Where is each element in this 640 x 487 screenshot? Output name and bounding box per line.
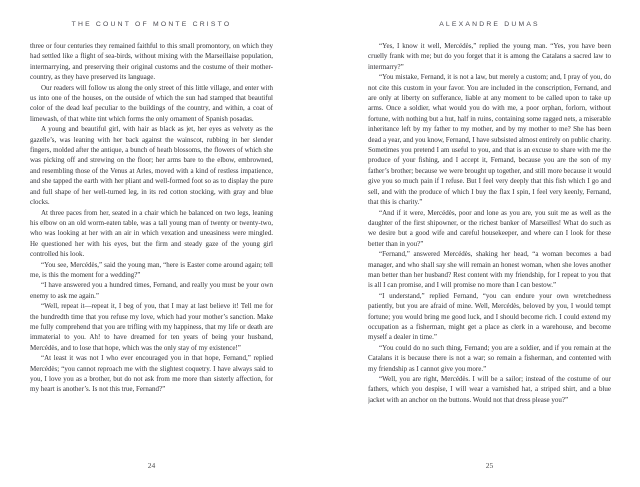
paragraph: “Well, you are right, Mercédès. I will be a sailor; instead of the costume of our fathers, which you despise, I will wear a varnished hat, a striped shirt, and a blue jacket with an anchor on the buttons. Would not that dress please you?” xyxy=(368,375,611,404)
running-head-author: ALEXANDRE DUMAS xyxy=(439,21,540,28)
paragraph: A young and beautiful girl, with hair as black as jet, her eyes as velvety as the gazelle’s, was leaning with her back against the wainscot, rubbing in her slender fingers, molded after the antique, a bunch of heath blossoms, the flowers of which she was picking off and strewing on the floor; her arms bare to the elbow, embrowned, and resembling those of the Venus at Arles, moved with a kind of restless impatience, and she tapped the earth with her pliant and well-formed foot so as to display the pure and full shape of her well-turned leg, in its red cotton stocking, with gray and blue clocks. xyxy=(30,125,273,207)
paragraph: “And if it were, Mercédès, poor and lone as you are, you suit me as well as the daughter of the first shipowner, or the richest banker of Marseilles! What do such as we desire but a good wife and careful housekeeper, and where can I look for these better than in you?” xyxy=(368,208,611,248)
paragraph: “You could do no such thing, Fernand; you are a soldier, and if you remain at the Catalans it is because there is not a war; so remain a fisherman, and contented with my friendship as I cannot give you more.” xyxy=(368,343,611,373)
paragraph: “At least it was not I who ever encouraged you in that hope, Fernand,” replied Mercédès; “you cannot reproach me with the slightest coquetry. I have always said to you, I love you as a brother, but do not ask from me more than sisterly affection, for my heart is another’s. Is not this true, Fernand?” xyxy=(30,354,273,394)
paragraph: “Yes, I know it well, Mercédès,” replied the young man. “Yes, you have been cruelly frank with me; but do you forget that it is among the Catalans a sacred law to intermarry?” xyxy=(368,42,611,71)
page-right xyxy=(320,0,640,487)
paragraph: “You mistake, Fernand, it is not a law, but merely a custom; and, I pray of you, do not cite this custom in your favor. You are included in the conscription, Fernand, and are only at liberty on sufferance, liable at any moment to be called upon to take up arms. Once a soldier, what would you do with me, a poor orphan, forlorn, without fortune, with nothing but a hut, half in ruins, containing some ragged nets, a miserable inheritance left by my father to my mother, and by my mother to me? She has been dead a year, and you know, Fernand, I have subsisted almost entirely on public charity. Sometimes you pretend I am useful to you, and that is an excuse to share with me the produce of your fishing, and I accept it, Fernand, because you are the son of my father’s brother; because we were brought up together, and still more because it would give you so much pain if I refuse. But I feel very deeply that this fish which I go and sell, and with the produce of which I buy the flax I spin, I feel very keenly, Fernand, that this is charity.” xyxy=(368,73,611,207)
paragraph: “I understand,” replied Fernand, “you can endure your own wretchedness patiently, but you are afraid of mine. Well, Mercédès, beloved by you, I would tempt fortune; you would bring me good luck, and I should become rich. I could extend my occupation as a fisherman, might get a place as clerk in a warehouse, and become myself a dealer in time.” xyxy=(368,291,611,342)
paragraph: “You see, Mercédès,” said the young man, “here is Easter come around again; tell me, is this the moment for a wedding?” xyxy=(30,260,273,279)
paragraph: “Fernand,” answered Mercédès, shaking her head, “a woman becomes a bad manager, and who shall say she will remain an honest woman, when she loves another man better than her husband? Rest content with my friendship, for I repeat to you that is all I can promise, and I will promise no more than I can bestow.” xyxy=(368,250,611,290)
paragraph: “I have answered you a hundred times, Fernand, and really you must be your own enemy to ask me again.” xyxy=(30,281,273,300)
running-head-title: THE COUNT OF MONTE CRISTO xyxy=(71,21,232,28)
paragraph: three or four centuries they remained faithful to this small promontory, on which they had settled like a flight of sea-birds, without mixing with the Marseillaise population, intermarrying, and preserving their original customs and the costume of their mother-country, as they have preserved its language. xyxy=(30,42,273,82)
left-page-text xyxy=(30,41,273,455)
page-number-right: 25 xyxy=(485,461,494,470)
paragraph: Our readers will follow us along the only street of this little village, and enter with us into one of the houses, on the outside of which the sun had stamped that beautiful color of the dead leaf peculiar to the buildings of the country, and within, a coat of limewash, of that white tint which forms the only ornament of Spanish posadas. xyxy=(30,83,273,123)
paragraph: “Well, repeat it—repeat it, I beg of you, that I may at last believe it! Tell me for the hundredth time that you refuse my love, which had your mother’s sanction. Make me fully comprehend that you are trifling with my happiness, that my life or death are immaterial to you. Ah! to have dreamed for ten years of being your husband, Mercédès, and to lose that hope, which was the only stay of my existence!” xyxy=(30,302,273,352)
right-page-text xyxy=(368,41,611,455)
page-number-left: 24 xyxy=(147,461,156,470)
paragraph: At three paces from her, seated in a chair which he balanced on two legs, leaning his elbow on an old worm-eaten table, was a tall young man of twenty or twenty-two, who was looking at her with an air in which vexation and uneasiness were mingled. He questioned her with his eyes, but the firm and steady gaze of the young girl controlled his look. xyxy=(30,208,273,259)
